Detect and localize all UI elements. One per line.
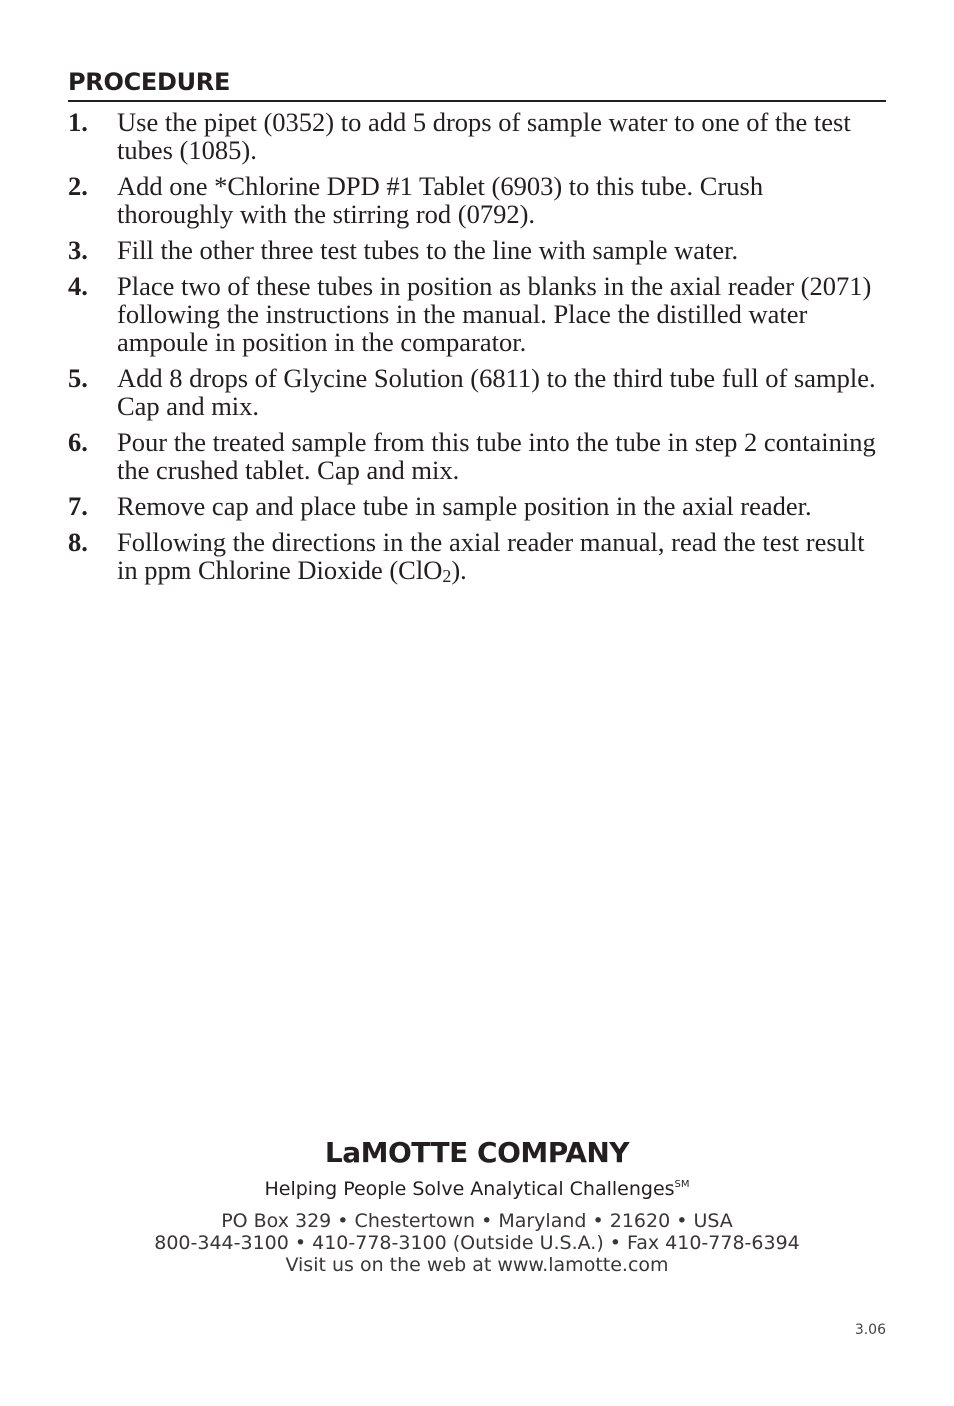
procedure-steps-list	[68, 108, 886, 592]
tagline-text: Helping People Solve Analytical Challenges	[264, 1178, 675, 1200]
phone-numbers: 800-344-3100 • 410-778-3100 (Outside U.S.A.) • Fax 410-778-6394	[154, 1232, 800, 1254]
step-text-end: ).	[451, 555, 467, 585]
step-text: Add one *Chlorine DPD #1 Tablet (6903) to this tube. Crush thoroughly with the stirring rod (0792).	[117, 171, 764, 229]
company-tagline	[0, 1176, 954, 1202]
step-number: 5.	[68, 363, 88, 393]
step-text: Fill the other three test tubes to the line with sample water.	[117, 235, 739, 265]
procedure-step-5	[68, 364, 886, 420]
step-number: 2.	[68, 171, 88, 201]
step-text	[117, 528, 886, 584]
procedure-step-3	[68, 236, 886, 264]
version-number: 3.06	[854, 1322, 886, 1338]
step-text-main: Following the directions in the axial reader manual, read the test result in ppm Chlorine Dioxide (ClO	[117, 527, 865, 585]
website-line: Visit us on the web at www.lamotte.com	[285, 1254, 669, 1276]
step-number: 1.	[68, 107, 88, 137]
step-number: 8.	[68, 527, 88, 557]
company-name: LaMOTTE COMPANY	[324, 1136, 630, 1169]
step-text: Remove cap and place tube in sample position in the axial reader.	[117, 491, 812, 521]
procedure-step-1	[68, 108, 886, 164]
company-footer	[0, 1134, 954, 1276]
step-text: Add 8 drops of Glycine Solution (6811) to the third tube full of sample. Cap and mix.	[117, 363, 876, 421]
procedure-step-4	[68, 272, 886, 356]
service-mark: SM	[674, 1179, 690, 1190]
procedure-step-8	[68, 528, 886, 584]
step-number: 6.	[68, 427, 88, 457]
procedure-step-2	[68, 172, 886, 228]
subscript-two: 2	[442, 566, 452, 586]
step-text: Pour the treated sample from this tube into the tube in step 2 containing the crushed tablet. Cap and mix.	[117, 427, 876, 485]
step-number: 7.	[68, 491, 88, 521]
procedure-step-7	[68, 492, 886, 520]
postal-address: PO Box 329 • Chestertown • Maryland • 21620 • USA	[221, 1210, 733, 1232]
step-number: 3.	[68, 235, 88, 265]
procedure-step-6	[68, 428, 886, 484]
step-text: Place two of these tubes in position as blanks in the axial reader (2071) following the instructions in the manual. Place the distilled water ampoule in position in the comparator.	[117, 271, 872, 357]
procedure-heading: PROCEDURE	[68, 66, 886, 102]
step-number: 4.	[68, 271, 88, 301]
step-text: Use the pipet (0352) to add 5 drops of sample water to one of the test tubes (1085).	[117, 107, 851, 165]
